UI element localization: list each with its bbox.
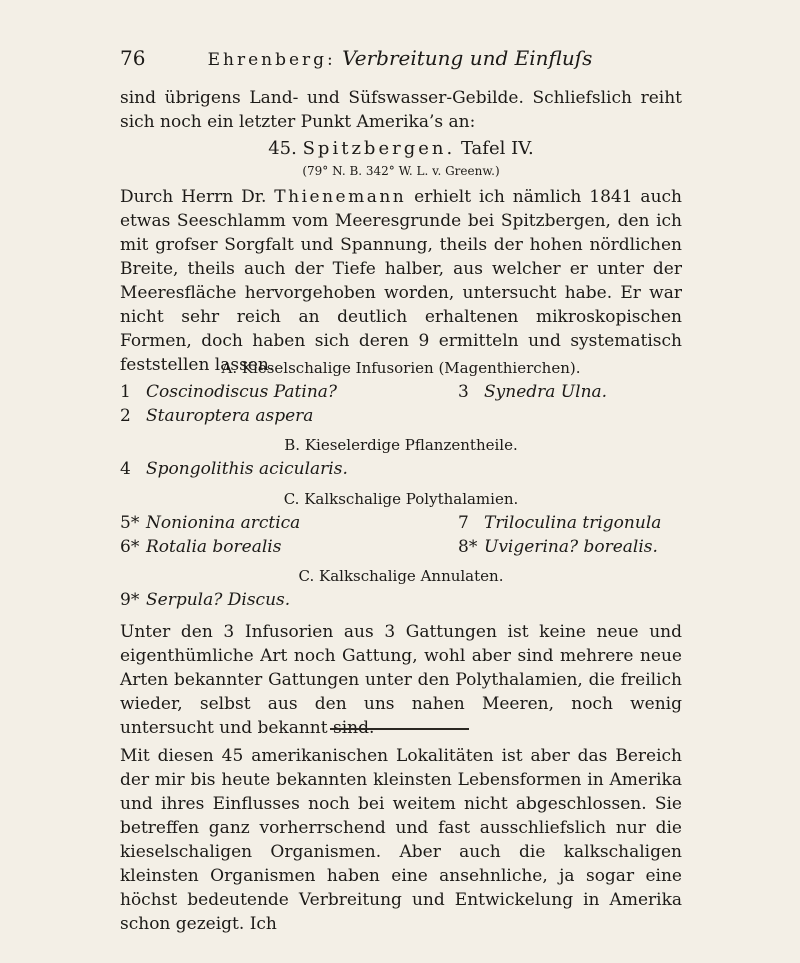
species-number: 9* — [120, 590, 140, 610]
species-name: Triloculina trigonula — [484, 513, 662, 533]
header-author: Ehrenberg: — [207, 50, 336, 70]
species-name: Stauroptera aspera — [146, 406, 314, 426]
species-number: 3 — [458, 382, 469, 402]
intro-paragraph — [120, 86, 682, 134]
locality-heading — [120, 138, 682, 159]
species-name: Spongolithis acicularis. — [146, 459, 348, 479]
locality-name: Spitzbergen. — [302, 138, 456, 159]
locality-plate: Tafel IV. — [460, 138, 534, 159]
section-a-title: A. Kieselschalige Infusorien (Magenthierchen). — [221, 359, 581, 377]
paragraph-1 — [120, 185, 682, 377]
p1-rest: erhielt ich nämlich 1841 auch etwas Seeschlamm vom Meeresgrunde bei Spitzbergen, den ich mit grofser Sorgfalt und Spannung, theils der hohen nördlichen Breite, theils auch der Tiefe halber, aus welcher er unter der Meeresfläche hervorgehoben worden, untersucht habe. Er war nicht sehr reich an deutlich erhaltenen mikroskopischen Formen, doch haben sich deren 9 ermitteln und systematisch feststellen lassen. — [120, 187, 682, 375]
species-number: 2 — [120, 406, 131, 426]
paragraph-3: Mit diesen 45 amerikanischen Lokalitäten ist aber das Bereich der mir bis heute bekannten kleinsten Lebensformen in Amerika und ihres Einflusses noch bei weitem nicht abgeschlossen. Sie betreffen ganz vorherrschend und fast ausschliefslich nur die kieselschaligen Organismen. Aber auch die kalkschaligen kleinsten Organismen haben eine ansehnliche, ja sogar eine höchst bedeutende Verbreitung und Entwickelung in Amerika schon gezeigt. Ich — [120, 746, 682, 934]
species-name: Rotalia borealis — [146, 537, 282, 557]
person-name: Thienemann — [274, 187, 407, 207]
locality-coordinates: (79° N. B. 342° W. L. v. Greenw.) — [302, 164, 500, 178]
species-row — [120, 537, 682, 561]
species-row — [120, 382, 682, 406]
paragraph-2: Unter den 3 Infusorien aus 3 Gattungen ist keine neue und eigenthümliche Art noch Gattung, wohl aber sind mehrere neue Arten bekannter Gattungen unter den Polythalamien, die freilich wieder, selbst aus den uns nahen Meeren, noch wenig untersucht und bekannt sind. — [120, 622, 682, 738]
running-header — [120, 46, 680, 76]
species-row — [120, 406, 682, 430]
species-name: Synedra Ulna. — [484, 382, 608, 402]
species-row — [120, 513, 682, 537]
species-number: 8* — [458, 537, 478, 557]
running-title — [120, 46, 680, 70]
section-c1-title: C. Kalkschalige Polythalamien. — [283, 490, 519, 508]
page-number: 76 — [120, 46, 146, 70]
species-number: 1 — [120, 382, 131, 402]
species-row — [120, 590, 682, 614]
section-b-title: B. Kieselerdige Pflanzentheile. — [284, 436, 518, 454]
species-number: 4 — [120, 459, 131, 479]
p1-prefix: Durch Herrn Dr. — [120, 187, 275, 207]
section-divider — [330, 728, 469, 730]
locality-number: 45. — [268, 138, 297, 159]
header-title: Verbreitung und Einfluſs — [342, 46, 593, 70]
species-name: Nonionina arctica — [146, 513, 301, 533]
intro-line-2: ein letzter Punkt Amerika’s an: — [207, 112, 476, 132]
section-c2-title: C. Kalkschalige Annulaten. — [298, 567, 504, 585]
species-name: Serpula? Discus. — [146, 590, 291, 610]
species-number: 6* — [120, 537, 140, 557]
species-name: Uvigerina? borealis. — [484, 537, 658, 557]
species-number: 5* — [120, 513, 140, 533]
intro-line-1: sind übrigens Land- und Süfswasser-Gebilde. Schliefslich reiht sich noch — [120, 88, 682, 132]
species-number: 7 — [458, 513, 469, 533]
species-row — [120, 459, 682, 483]
species-name: Coscinodiscus Patina? — [146, 382, 338, 402]
